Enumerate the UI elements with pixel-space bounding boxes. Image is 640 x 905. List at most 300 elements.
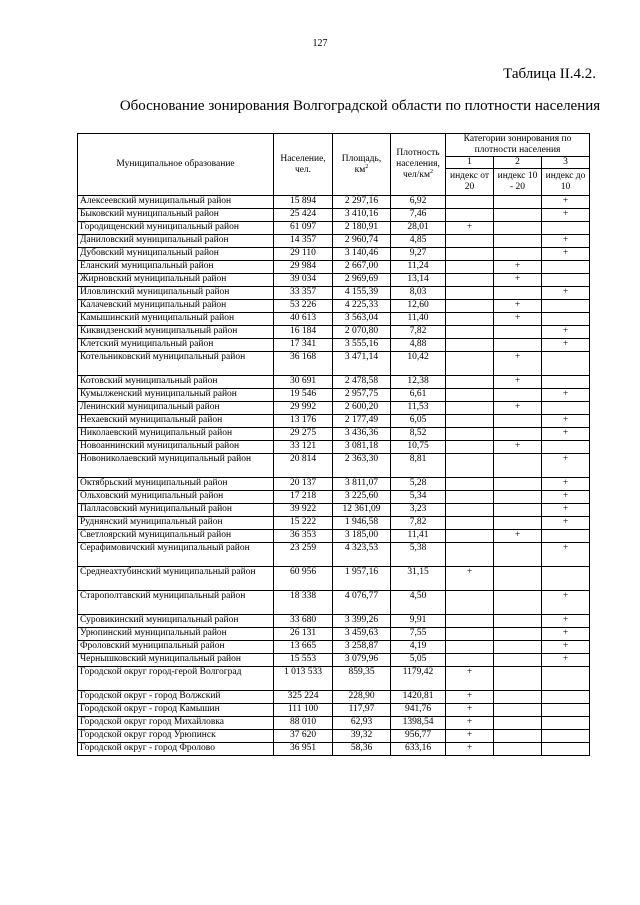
category-1-cell (446, 209, 494, 222)
area-cell: 3 410,16 (333, 209, 391, 222)
category-2-cell (494, 235, 542, 248)
area-cell: 228,90 (333, 691, 391, 704)
category-3-cell (542, 667, 590, 691)
category-2-cell: + (494, 376, 542, 389)
municipality-cell: Даниловский муниципальный район (78, 235, 274, 248)
category-3-cell: + (542, 517, 590, 530)
density-cell: 9,27 (391, 248, 446, 261)
municipality-cell: Дубовский муниципальный район (78, 248, 274, 261)
category-2-cell: + (494, 352, 542, 376)
density-cell: 10,42 (391, 352, 446, 376)
category-1-cell (446, 615, 494, 628)
category-3-cell: + (542, 454, 590, 478)
category-3-cell (542, 730, 590, 743)
category-2-cell (494, 654, 542, 667)
category-2-cell: + (494, 313, 542, 326)
category-2-cell (494, 567, 542, 591)
category-1-cell (446, 517, 494, 530)
density-cell: 633,16 (391, 743, 446, 756)
category-3-cell (542, 274, 590, 287)
density-cell: 6,05 (391, 415, 446, 428)
table-row (78, 389, 590, 402)
category-2-cell (494, 428, 542, 441)
header-area-text: Площадь, км (341, 153, 382, 175)
category-1-cell (446, 389, 494, 402)
area-cell: 3 436,36 (333, 428, 391, 441)
category-1-cell (446, 300, 494, 313)
category-1-cell (446, 313, 494, 326)
municipality-cell: Жирновский муниципальный район (78, 274, 274, 287)
category-3-cell: + (542, 628, 590, 641)
category-1-cell (446, 352, 494, 376)
municipality-cell: Городской округ город Урюпинск (78, 730, 274, 743)
header-cat-label-2: индекс 10 - 20 (494, 169, 542, 196)
table-body (78, 196, 590, 756)
density-cell: 12,60 (391, 300, 446, 313)
category-1-cell (446, 339, 494, 352)
category-1-cell (446, 491, 494, 504)
density-cell: 5,28 (391, 478, 446, 491)
table-row (78, 402, 590, 415)
municipality-cell: Руднянский муниципальный район (78, 517, 274, 530)
municipality-cell: Фроловский муниципальный район (78, 641, 274, 654)
page-number: 127 (312, 38, 328, 49)
category-2-cell (494, 667, 542, 691)
category-2-cell (494, 641, 542, 654)
population-cell: 15 553 (274, 654, 333, 667)
table-row (78, 730, 590, 743)
area-cell: 117,97 (333, 704, 391, 717)
municipality-cell: Кумылженский муниципальный район (78, 389, 274, 402)
table-row (78, 209, 590, 222)
category-3-cell: + (542, 209, 590, 222)
area-cell: 2 600,20 (333, 402, 391, 415)
category-2-cell (494, 730, 542, 743)
population-cell: 29 984 (274, 261, 333, 274)
municipality-cell: Котовский муниципальный район (78, 376, 274, 389)
population-cell: 36 353 (274, 530, 333, 543)
population-cell: 33 121 (274, 441, 333, 454)
category-3-cell: + (542, 478, 590, 491)
table-row (78, 591, 590, 615)
area-cell: 2 478,58 (333, 376, 391, 389)
area-cell: 2 297,16 (333, 196, 391, 209)
table-row (78, 326, 590, 339)
header-cat-label-1: индекс от 20 (446, 169, 494, 196)
category-1-cell (446, 641, 494, 654)
category-1-cell (446, 235, 494, 248)
area-cell: 2 363,30 (333, 454, 391, 478)
header-municipality: Муниципальное образование (78, 134, 274, 196)
category-3-cell: + (542, 491, 590, 504)
header-area-sup: 2 (365, 163, 369, 170)
population-cell: 16 184 (274, 326, 333, 339)
population-cell: 88 010 (274, 717, 333, 730)
table-row (78, 641, 590, 654)
density-cell: 4,88 (391, 339, 446, 352)
municipality-cell: Алексеевский муниципальный район (78, 196, 274, 209)
table-row (78, 717, 590, 730)
category-1-cell (446, 478, 494, 491)
category-2-cell (494, 628, 542, 641)
area-cell: 2 070,80 (333, 326, 391, 339)
area-cell: 62,93 (333, 717, 391, 730)
category-1-cell (446, 287, 494, 300)
category-3-cell: + (542, 415, 590, 428)
category-3-cell: + (542, 248, 590, 261)
area-cell: 4 323,53 (333, 543, 391, 567)
category-3-cell (542, 261, 590, 274)
table-row (78, 274, 590, 287)
density-cell: 4,19 (391, 641, 446, 654)
municipality-cell: Ленинский муниципальный район (78, 402, 274, 415)
municipality-cell: Старополтавский муниципальный район (78, 591, 274, 615)
area-cell: 3 399,26 (333, 615, 391, 628)
municipality-cell: Городской округ - город Фролово (78, 743, 274, 756)
municipality-cell: Иловлинский муниципальный район (78, 287, 274, 300)
category-2-cell (494, 196, 542, 209)
table-row (78, 441, 590, 454)
category-2-cell: + (494, 402, 542, 415)
population-cell: 15 894 (274, 196, 333, 209)
category-3-cell: + (542, 504, 590, 517)
area-cell: 4 076,77 (333, 591, 391, 615)
category-3-cell: + (542, 326, 590, 339)
density-cell: 7,46 (391, 209, 446, 222)
municipality-cell: Урюпинский муниципальный район (78, 628, 274, 641)
table-row (78, 352, 590, 376)
area-cell: 3 811,07 (333, 478, 391, 491)
area-cell: 3 471,14 (333, 352, 391, 376)
table-row (78, 376, 590, 389)
table-row (78, 504, 590, 517)
area-cell: 12 361,09 (333, 504, 391, 517)
density-zoning-table (77, 133, 590, 756)
population-cell: 14 357 (274, 235, 333, 248)
population-cell: 15 222 (274, 517, 333, 530)
category-3-cell (542, 530, 590, 543)
density-cell: 5,05 (391, 654, 446, 667)
area-cell: 3 258,87 (333, 641, 391, 654)
municipality-cell: Быковский муниципальный район (78, 209, 274, 222)
density-cell: 3,23 (391, 504, 446, 517)
category-1-cell (446, 530, 494, 543)
municipality-cell: Нехаевский муниципальный район (78, 415, 274, 428)
category-1-cell (446, 504, 494, 517)
category-1-cell (446, 326, 494, 339)
population-cell: 29 992 (274, 402, 333, 415)
population-cell: 40 613 (274, 313, 333, 326)
area-cell: 2 667,00 (333, 261, 391, 274)
area-cell: 3 225,60 (333, 491, 391, 504)
population-cell: 13 665 (274, 641, 333, 654)
category-1-cell (446, 376, 494, 389)
municipality-cell: Камышинский муниципальный район (78, 313, 274, 326)
population-cell: 36 951 (274, 743, 333, 756)
municipality-cell: Светлоярский муниципальный район (78, 530, 274, 543)
category-1-cell: + (446, 730, 494, 743)
density-cell: 10,75 (391, 441, 446, 454)
population-cell: 20 814 (274, 454, 333, 478)
population-cell: 325 224 (274, 691, 333, 704)
table-row (78, 654, 590, 667)
table-row (78, 428, 590, 441)
density-cell: 4,85 (391, 235, 446, 248)
population-cell: 33 680 (274, 615, 333, 628)
category-2-cell (494, 222, 542, 235)
document-title: Обоснование зонирования Волгоградской области по плотности населения (119, 98, 601, 114)
category-3-cell (542, 743, 590, 756)
density-cell: 1398,54 (391, 717, 446, 730)
category-2-cell: + (494, 274, 542, 287)
table-row (78, 235, 590, 248)
area-cell: 1 946,58 (333, 517, 391, 530)
area-cell: 3 459,63 (333, 628, 391, 641)
category-1-cell (446, 248, 494, 261)
table-row (78, 704, 590, 717)
municipality-cell: Николаевский муниципальный район (78, 428, 274, 441)
category-1-cell: + (446, 691, 494, 704)
category-2-cell: + (494, 530, 542, 543)
density-cell: 6,61 (391, 389, 446, 402)
category-2-cell (494, 491, 542, 504)
category-2-cell: + (494, 300, 542, 313)
density-cell: 8,52 (391, 428, 446, 441)
category-2-cell (494, 248, 542, 261)
population-cell: 61 097 (274, 222, 333, 235)
area-cell: 3 185,00 (333, 530, 391, 543)
header-density (391, 134, 446, 196)
category-3-cell: + (542, 389, 590, 402)
municipality-cell: Киквидзенский муниципальный район (78, 326, 274, 339)
category-3-cell: + (542, 615, 590, 628)
category-3-cell: + (542, 428, 590, 441)
category-2-cell (494, 389, 542, 402)
population-cell: 18 338 (274, 591, 333, 615)
density-cell: 12,38 (391, 376, 446, 389)
category-3-cell (542, 441, 590, 454)
category-3-cell: + (542, 591, 590, 615)
population-cell: 30 691 (274, 376, 333, 389)
table-row (78, 491, 590, 504)
table-row (78, 567, 590, 591)
area-cell: 4 225,33 (333, 300, 391, 313)
table-row (78, 300, 590, 313)
table-row (78, 530, 590, 543)
municipality-cell: Городищенский муниципальный район (78, 222, 274, 235)
municipality-cell: Суровикинский муниципальный район (78, 615, 274, 628)
population-cell: 33 357 (274, 287, 333, 300)
category-2-cell (494, 691, 542, 704)
population-cell: 23 259 (274, 543, 333, 567)
category-2-cell (494, 743, 542, 756)
area-cell: 4 155,39 (333, 287, 391, 300)
table-row (78, 454, 590, 478)
population-cell: 39 034 (274, 274, 333, 287)
population-cell: 39 922 (274, 504, 333, 517)
category-1-cell: + (446, 704, 494, 717)
area-cell: 2 957,75 (333, 389, 391, 402)
category-2-cell (494, 478, 542, 491)
density-cell: 956,77 (391, 730, 446, 743)
category-2-cell (494, 615, 542, 628)
municipality-cell: Серафимовичский муниципальный район (78, 543, 274, 567)
municipality-cell: Еланский муниципальный район (78, 261, 274, 274)
table-row (78, 543, 590, 567)
header-cat-number-1: 1 (446, 157, 494, 169)
population-cell: 111 100 (274, 704, 333, 717)
table-row (78, 248, 590, 261)
category-2-cell (494, 504, 542, 517)
density-cell: 11,24 (391, 261, 446, 274)
area-cell: 58,36 (333, 743, 391, 756)
category-1-cell (446, 628, 494, 641)
category-1-cell (446, 441, 494, 454)
area-cell: 1 957,16 (333, 567, 391, 591)
category-3-cell (542, 704, 590, 717)
municipality-cell: Палласовский муниципальный район (78, 504, 274, 517)
municipality-cell: Чернышковский муниципальный район (78, 654, 274, 667)
density-cell: 8,03 (391, 287, 446, 300)
table-row (78, 667, 590, 691)
table-row (78, 261, 590, 274)
header-cat-number-3: 3 (542, 157, 590, 169)
area-cell: 3 563,04 (333, 313, 391, 326)
area-cell: 39,32 (333, 730, 391, 743)
table-row (78, 222, 590, 235)
category-3-cell (542, 717, 590, 730)
category-1-cell: + (446, 743, 494, 756)
density-cell: 941,76 (391, 704, 446, 717)
population-cell: 20 137 (274, 478, 333, 491)
population-cell: 26 131 (274, 628, 333, 641)
area-cell: 3 079,96 (333, 654, 391, 667)
population-cell: 1 013 533 (274, 667, 333, 691)
category-3-cell (542, 567, 590, 591)
area-cell: 3 081,18 (333, 441, 391, 454)
category-2-cell (494, 517, 542, 530)
density-cell: 7,55 (391, 628, 446, 641)
category-1-cell (446, 196, 494, 209)
category-2-cell (494, 454, 542, 478)
category-1-cell (446, 261, 494, 274)
header-density-text: Плотность населения, чел/км (396, 148, 440, 180)
density-cell: 1420,81 (391, 691, 446, 704)
category-2-cell (494, 339, 542, 352)
category-3-cell: + (542, 287, 590, 300)
category-3-cell (542, 376, 590, 389)
header-cat-number-2: 2 (494, 157, 542, 169)
category-3-cell (542, 402, 590, 415)
population-cell: 37 620 (274, 730, 333, 743)
municipality-cell: Калачевский муниципальный район (78, 300, 274, 313)
header-categories: Категории зонирования по плотности населения (446, 134, 590, 157)
density-cell: 4,50 (391, 591, 446, 615)
population-cell: 36 168 (274, 352, 333, 376)
category-1-cell (446, 402, 494, 415)
municipality-cell: Городской округ город-герой Волгоград (78, 667, 274, 691)
municipality-cell: Городской округ город Михайловка (78, 717, 274, 730)
population-cell: 17 218 (274, 491, 333, 504)
municipality-cell: Ольховский муниципальный район (78, 491, 274, 504)
density-cell: 31,15 (391, 567, 446, 591)
category-3-cell: + (542, 641, 590, 654)
category-2-cell (494, 287, 542, 300)
density-cell: 7,82 (391, 517, 446, 530)
table-row (78, 517, 590, 530)
population-cell: 19 546 (274, 389, 333, 402)
category-1-cell: + (446, 222, 494, 235)
category-2-cell (494, 326, 542, 339)
category-2-cell: + (494, 261, 542, 274)
category-1-cell: + (446, 667, 494, 691)
density-cell: 11,41 (391, 530, 446, 543)
area-cell: 2 960,74 (333, 235, 391, 248)
density-cell: 9,91 (391, 615, 446, 628)
category-2-cell: + (494, 441, 542, 454)
category-3-cell: + (542, 543, 590, 567)
category-1-cell (446, 454, 494, 478)
population-cell: 53 226 (274, 300, 333, 313)
category-3-cell (542, 300, 590, 313)
area-cell: 2 969,69 (333, 274, 391, 287)
category-2-cell (494, 415, 542, 428)
table-row (78, 415, 590, 428)
density-cell: 11,40 (391, 313, 446, 326)
category-3-cell: + (542, 196, 590, 209)
category-1-cell (446, 274, 494, 287)
category-2-cell (494, 591, 542, 615)
table-row (78, 478, 590, 491)
table-row (78, 287, 590, 300)
category-3-cell (542, 313, 590, 326)
category-3-cell (542, 222, 590, 235)
table-row (78, 339, 590, 352)
population-cell: 60 956 (274, 567, 333, 591)
population-cell: 29 110 (274, 248, 333, 261)
density-cell: 13,14 (391, 274, 446, 287)
category-3-cell (542, 691, 590, 704)
header-density-sup: 2 (430, 168, 433, 175)
municipality-cell: Городской округ - город Камышин (78, 704, 274, 717)
category-3-cell: + (542, 235, 590, 248)
density-cell: 6,92 (391, 196, 446, 209)
density-cell: 8,81 (391, 454, 446, 478)
municipality-cell: Среднеахтубинский муниципальный район (78, 567, 274, 591)
municipality-cell: Городской округ - город Волжский (78, 691, 274, 704)
table-row (78, 743, 590, 756)
category-3-cell: + (542, 654, 590, 667)
area-cell: 2 180,91 (333, 222, 391, 235)
table-row (78, 615, 590, 628)
header-cat-label-3: индекс до 10 (542, 169, 590, 196)
category-1-cell (446, 428, 494, 441)
municipality-cell: Клетский муниципальный район (78, 339, 274, 352)
population-cell: 29 275 (274, 428, 333, 441)
table-row (78, 691, 590, 704)
category-3-cell (542, 352, 590, 376)
header-population: Население, чел. (274, 134, 333, 196)
table-row (78, 196, 590, 209)
municipality-cell: Котельниковский муниципальный район (78, 352, 274, 376)
population-cell: 17 341 (274, 339, 333, 352)
area-cell: 2 177,49 (333, 415, 391, 428)
category-1-cell: + (446, 717, 494, 730)
category-1-cell: + (446, 567, 494, 591)
category-1-cell (446, 543, 494, 567)
municipality-cell: Новониколаевский муниципальный район (78, 454, 274, 478)
density-cell: 7,82 (391, 326, 446, 339)
